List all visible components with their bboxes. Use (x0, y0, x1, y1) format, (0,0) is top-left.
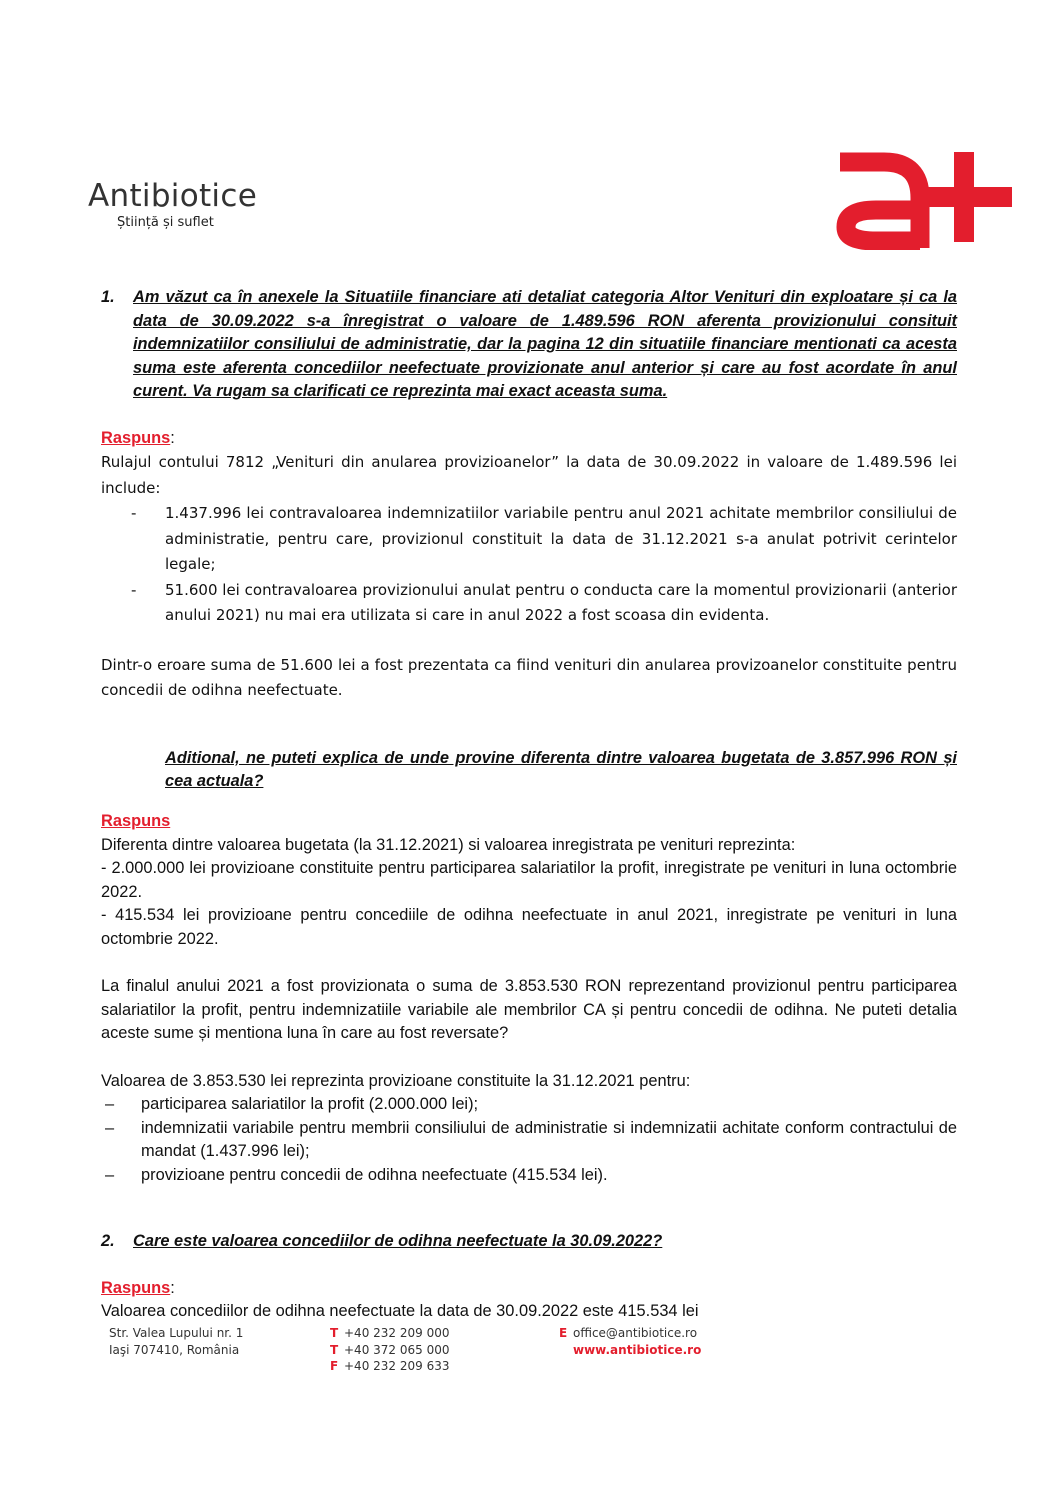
answer-list (101, 501, 957, 629)
answer-line: - 2.000.000 lei provizioane constituite pentru participarea salariatilor la profit, inregistrate pe venituri in luna octombrie 2022. (101, 859, 957, 901)
phone-line (330, 1342, 449, 1359)
address-line: Str. Valea Lupului nr. 1 (109, 1326, 244, 1340)
answer-colon: : (170, 1278, 175, 1297)
list-item-text: provizioane pentru concedii de odihna neefectuate (415.534 lei). (141, 1165, 608, 1184)
website-line (559, 1342, 701, 1359)
answer-colon: : (170, 428, 175, 447)
footer-address (109, 1325, 243, 1358)
list-item (101, 1117, 957, 1164)
question-1 (101, 286, 957, 404)
phone-letter: T (330, 1326, 339, 1340)
address-line: Iaşi 707410, România (109, 1342, 240, 1357)
phone-line (330, 1325, 449, 1342)
company-name: Antibiotice (88, 178, 258, 214)
answer-heading (101, 1277, 957, 1301)
company-tagline: Știință și suflet (117, 215, 214, 230)
question-2 (101, 1230, 957, 1254)
email-line (559, 1325, 701, 1342)
fax-number: +40 232 209 633 (344, 1359, 450, 1373)
answer-heading (101, 427, 957, 451)
fax-line (330, 1358, 449, 1375)
additional-question: Aditional, ne puteti explica de unde provine diferenta dintre valoarea bugetata de 3.857.996 RON și cea actuala? (165, 748, 957, 791)
question-number: 1. (101, 288, 115, 306)
answer-line: - 415.534 lei provizioane pentru concediile de odihna neefectuate in anul 2021, inregistrate pe venituri in luna octombrie 2022. (101, 906, 957, 948)
answer-label: Raspuns (101, 1278, 171, 1297)
answer-label: Raspuns (101, 428, 171, 447)
list-item-text: indemnizatii variabile pentru membrii consiliului de administratie si indemnizatii achitate conform contractului de mandat (1.437.996 lei); (141, 1118, 957, 1161)
list-bullet: - (131, 580, 137, 599)
fax-letter: F (330, 1359, 339, 1373)
list-item (101, 578, 957, 629)
email-letter: E (559, 1326, 568, 1340)
list-bullet: – (105, 1165, 115, 1184)
phone-number: +40 372 065 000 (344, 1342, 450, 1357)
list-item (101, 501, 957, 578)
footer-phones (330, 1325, 449, 1375)
phone-number: +40 232 209 000 (344, 1326, 450, 1340)
list-bullet: – (105, 1118, 115, 1137)
list-item-text: 51.600 lei contravaloarea provizionului anulat pentru o conducta care la momentul provizionarii (anterior anului 2021) nu mai era utilizata si care in anul 2022 a fost scoasa din evidenta. (165, 580, 957, 624)
list-bullet: - (131, 504, 137, 522)
answer-note: Dintr-o eroare suma de 51.600 lei a fost prezentata ca fiind venituri din anularea provizoanelor constituite pentru concedii de odihna neefectuate. (101, 655, 957, 699)
list-item (101, 1164, 957, 1188)
list-item-text: 1.437.996 lei contravaloarea indemnizatiilor variabile pentru anul 2021 achitate membrilor consiliului de administratie, pentru care, provizionul constituit la data de 31.12.2021 s-a anulat potrivit cerintelor legale; (165, 504, 957, 573)
answer-line: Diferenta dintre valoarea bugetata (la 31.12.2021) si valoarea inregistrata pe venituri reprezinta: (101, 835, 796, 854)
phone-letter: T (330, 1342, 339, 1357)
answer-heading (101, 810, 957, 834)
document-body (101, 286, 957, 1324)
answer-label: Raspuns (101, 812, 171, 831)
answer-intro: Valoarea de 3.853.530 lei reprezinta provizioane constituite la 31.12.2021 pentru: (101, 1071, 691, 1090)
list-item-text: participarea salariatilor la profit (2.000.000 lei); (141, 1095, 479, 1114)
footer-contact (559, 1325, 701, 1358)
question-text: Am văzut ca în anexele la Situatiile financiare ati detaliat categoria Altor Venituri din exploatare și ca la data de 30.09.2022 s-a înregistrat o valoare de 1.489.596 RON aferenta provizionului consituit indemnizatiilor consiliului de administratie, dar la pagina 12 din situatiile financiare mentionati ca acesta suma este aferenta concediilor neefectuate provizionate anul anterior și care au fost acordate în anul curent. Va rugam sa clarificati ce reprezinta mai exact aceasta suma. (133, 288, 957, 400)
follow-up-question: La finalul anului 2021 a fost provizionata o suma de 3.853.530 RON reprezentand provizionul pentru participarea salariatilor la profit, pentru indemnizatiile variabile ale membrilor CA și pentru concedii de odihna. Ne puteti detalia aceste sume și mentiona luna în care au fost reversate? (101, 977, 957, 1043)
email-address[interactable]: office@antibiotice.ro (573, 1326, 698, 1340)
list-bullet: – (105, 1095, 115, 1114)
answer-text: Valoarea concediilor de odihna neefectuate la data de 30.09.2022 este 415.534 lei (101, 1302, 699, 1321)
list-item (101, 1093, 957, 1117)
website-link[interactable]: www.antibiotice.ro (573, 1342, 702, 1357)
answer-list (101, 1093, 957, 1187)
a-plus-logo-icon (834, 148, 1014, 250)
brand-block (88, 178, 257, 232)
question-text: Care este valoarea concediilor de odihna neefectuate la 30.09.2022? (133, 1232, 663, 1251)
question-number: 2. (101, 1232, 115, 1251)
answer-intro: Rulajul contului 7812 „Venituri din anularea provizioanelor” la data de 30.09.2022 in valoare de 1.489.596 lei include: (101, 453, 957, 497)
